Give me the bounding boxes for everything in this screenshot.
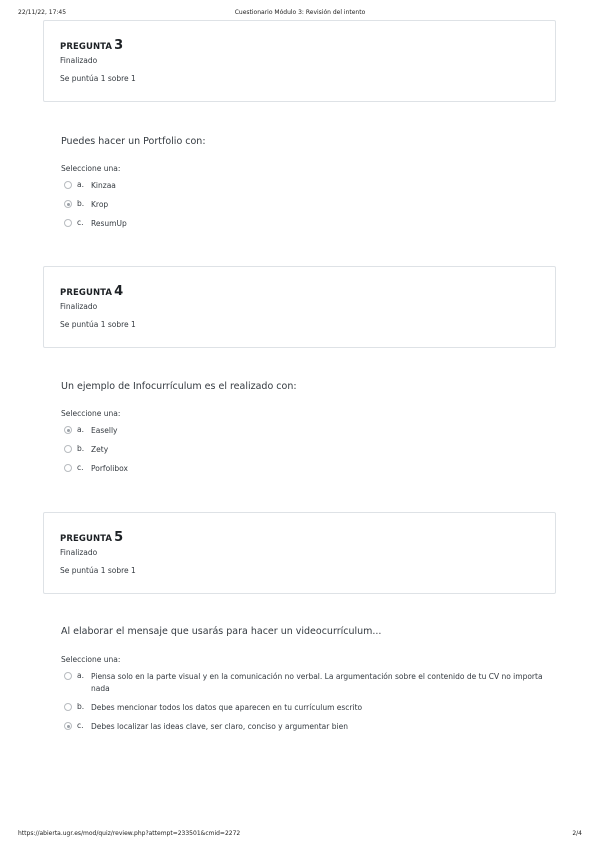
print-title: Cuestionario Módulo 3: Revisión del intento	[234, 9, 366, 16]
question-heading	[60, 280, 123, 299]
question-text-4: Un ejemplo de Infocurrículum es el realizado con:	[61, 381, 297, 392]
answer-text: ResumUp	[91, 219, 127, 228]
answer-option[interactable]	[64, 198, 554, 217]
select-prompt: Seleccione una:	[61, 655, 121, 664]
question-state: Finalizado	[60, 56, 98, 65]
answer-text: Kinzaa	[91, 181, 116, 190]
radio-button[interactable]	[64, 703, 72, 711]
answer-letter: a.	[77, 180, 84, 189]
question-grade: Se puntúa 1 sobre 1	[60, 74, 136, 83]
question-label: PREGUNTA	[60, 534, 113, 544]
answer-text: Debes localizar las ideas clave, ser claro, conciso y argumentar bien	[91, 722, 348, 731]
question-grade: Se puntúa 1 sobre 1	[60, 566, 136, 575]
answer-list-4	[64, 424, 554, 481]
select-prompt: Seleccione una:	[61, 409, 121, 418]
answer-text: Porfolibox	[91, 464, 128, 473]
answer-text: Easelly	[91, 426, 118, 435]
question-label: PREGUNTA	[60, 288, 113, 298]
question-state: Finalizado	[60, 548, 98, 557]
radio-button-checked[interactable]	[64, 200, 72, 208]
question-heading	[60, 526, 123, 545]
radio-button[interactable]	[64, 672, 72, 680]
print-url: https://abierta.ugr.es/mod/quiz/review.php?attempt=233501&cmid=2272	[18, 830, 241, 837]
answer-list-5	[64, 670, 554, 739]
question-number: 4	[114, 284, 124, 299]
answer-option[interactable]	[64, 217, 554, 236]
radio-button[interactable]	[64, 464, 72, 472]
question-text-3: Puedes hacer un Portfolio con:	[61, 136, 206, 147]
answer-option[interactable]	[64, 720, 554, 739]
question-info-3	[43, 20, 556, 102]
answer-text: Debes mencionar todos los datos que aparecen en tu currículum escrito	[91, 703, 363, 712]
radio-button-checked[interactable]	[64, 722, 72, 730]
answer-text: Krop	[91, 200, 109, 209]
answer-letter: c.	[77, 721, 84, 730]
answer-option[interactable]	[64, 462, 554, 481]
radio-button[interactable]	[64, 181, 72, 189]
question-number: 5	[114, 530, 124, 545]
radio-button[interactable]	[64, 219, 72, 227]
answer-letter: c.	[77, 218, 84, 227]
answer-text: Zety	[91, 445, 109, 454]
answer-letter: b.	[77, 444, 85, 453]
question-info-5	[43, 512, 556, 594]
question-grade: Se puntúa 1 sobre 1	[60, 320, 136, 329]
radio-button[interactable]	[64, 445, 72, 453]
answer-option[interactable]	[64, 179, 554, 198]
radio-button-checked[interactable]	[64, 426, 72, 434]
page-number: 2/4	[572, 830, 582, 837]
print-footer	[0, 830, 600, 842]
answer-letter: a.	[77, 425, 84, 434]
answer-text: Piensa solo en la parte visual y en la comunicación no verbal. La argumentación sobre el contenido de tu CV no importa nada	[91, 672, 543, 693]
question-info-4	[43, 266, 556, 348]
question-text-5: Al elaborar el mensaje que usarás para hacer un videocurrículum...	[61, 626, 382, 637]
answer-letter: b.	[77, 702, 85, 711]
select-prompt: Seleccione una:	[61, 164, 121, 173]
print-date: 22/11/22, 17:45	[18, 9, 67, 16]
answer-letter: b.	[77, 199, 85, 208]
answer-option[interactable]	[64, 443, 554, 462]
answer-letter: c.	[77, 463, 84, 472]
answer-option[interactable]	[64, 424, 554, 443]
question-number: 3	[114, 38, 124, 53]
answer-option[interactable]	[64, 670, 554, 701]
question-heading	[60, 34, 123, 53]
answer-list-3	[64, 179, 554, 236]
question-state: Finalizado	[60, 302, 98, 311]
answer-option[interactable]	[64, 701, 554, 720]
answer-letter: a.	[77, 671, 84, 680]
question-label: PREGUNTA	[60, 42, 113, 52]
